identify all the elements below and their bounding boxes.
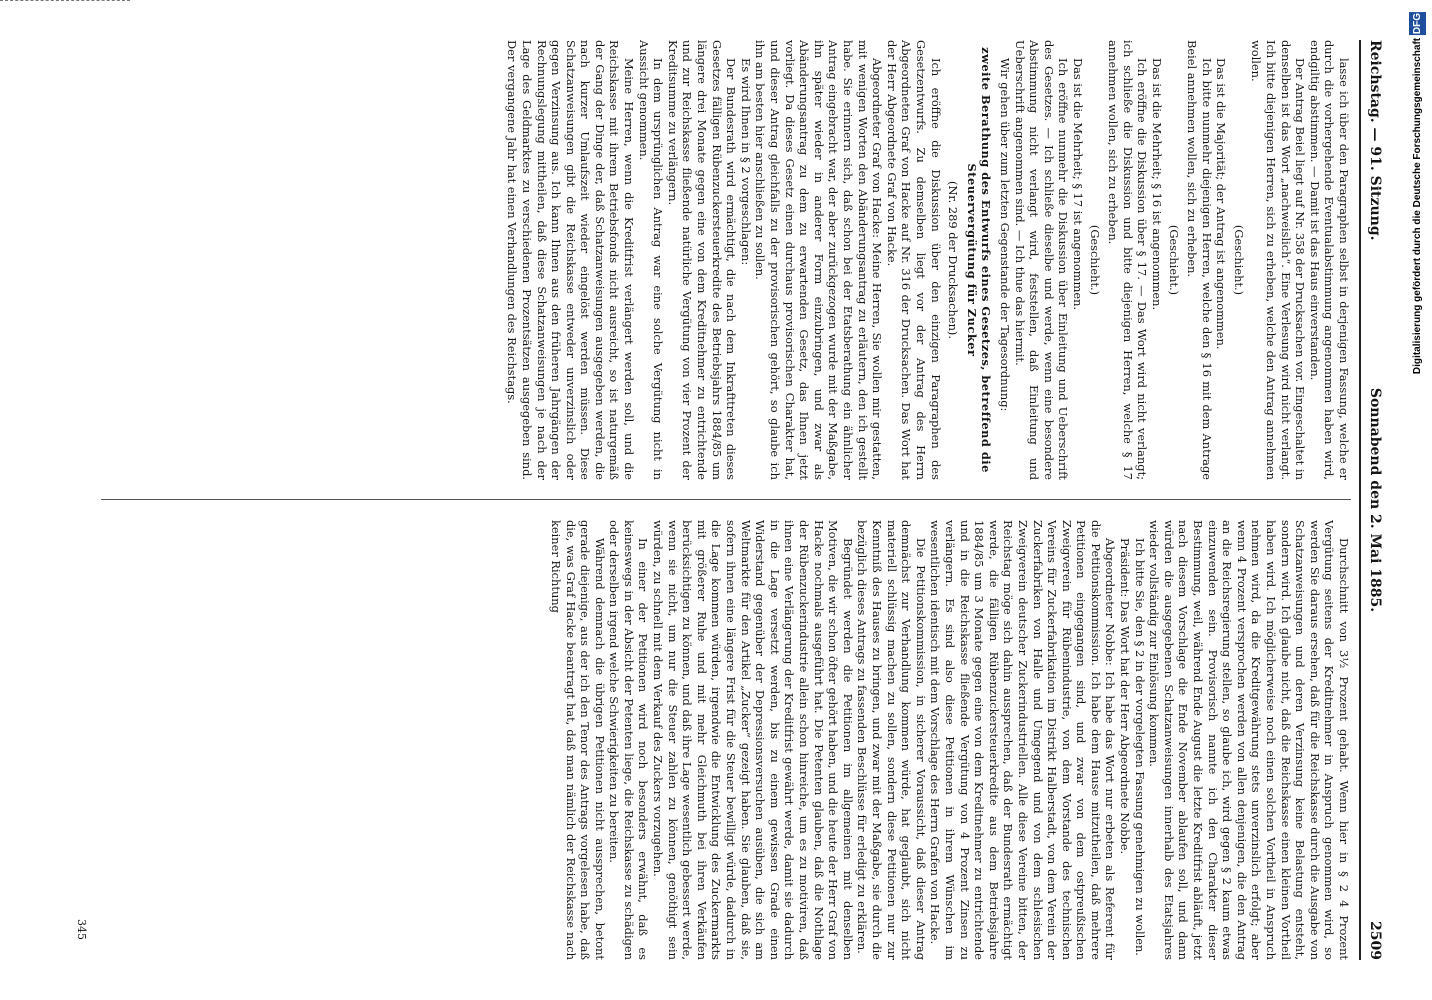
paragraph: Durchschnitt von 3½ Prozent gehabt. Wenn hier in § 2 4 Prozent Vergütung seitens der Kreditnehmer in Anspruch genommen wird, so werden Sie daraus ersehen, daß für die Reichskasse durch die Ausgabe von Schatzanweisungen und deren Verzinsung keine Belastung entsteht, sondern wird. Ich glaube nicht, daß die Reichskasse einen kleinen Vortheil haben wird. Ich möglicherweise noch einen solchen Vortheil in Anspruch nehmen wird, da die Kreditgewährung stets unverzinslich erfolgt; aber wenn 4 Prozent versprochen werden von allen denjenigen, die den Antrag an die Reichsregierung stellen, so glaube ich, wird gegen § 2 kaum etwas einzuwenden sein. Provisorisch nannte ich den Charakter dieser Bestimmung, weil, während Ende August die letzte Kreditfrist abläuft, jetzt nach diesem Vorschlage die Ende November ablaufen soll, und dann würden die ausgegebenen Schatzanweisungen innerhalb des Etatsjahres wieder vollständig zur Einlösung kommen. <box>1147 520 1351 960</box>
header-rule <box>1359 40 1361 960</box>
scan-edge-mark <box>0 0 130 2</box>
paragraph: Der Bundesrath wird ermächtigt, die nach dem Inkrafttreten dieses Gesetzes fälligen Rübenzuckersteuerkredite des Betriebsjahrs 1884/85 um längere drei Monate gegen eine von dem Kreditnehmer zu entrichtende und zur Reichskasse fließende natürliche Vergütung von vier Prozent der Kreditsumme zu verlängern. <box>665 40 739 480</box>
right-column <box>81 520 1351 960</box>
paragraph: Das ist die Mehrheit; § 16 ist angenommen. <box>1149 58 1164 311</box>
dfg-credit-text: Digitalisierung gefördert durch die Deutsche Forschungsgemeinschaft <box>1411 37 1423 375</box>
paragraph: Das ist die Mehrheit; § 17 ist angenommen. <box>1070 58 1085 311</box>
paragraph: Begründet werden die Petitionen im allgemeinen mit denselben Motiven, die wir schon öfter gehört haben, und die heute der Herr Graf von Hacke nochmals ausgeführt hat. Die Petenten glauben, daß die Nothlage der Rübenzuckerindustrie allein schon hinreiche, um es zu motiviren, daß ihnen eine Verlängerung der Kreditfrist gewährt werde, damit sie dadurch in die Lage versetzt werden, bis zu einem gewissen Grade einen Widerstand gegenüber der Depressionsversuchen ausüben, die sich am Weltmarkte für den Artikel „Zucker“ gezeigt haben. Sie glauben, daß sie, sofern ihnen eine längere Frist für die Steuer bewilligt würde, dadurch in die Lage kommen würden, irgendwie die Entwicklung des Zuckermarkts mit größerer Ruhe und mit mehr Gleichmuth bei ihren Verkäufen berücksichtigen zu können, und daß ihre Lage wesentlich gebessert werde, wenn sie nicht, um nur die Steuer zahlen zu können, genöthigt sein würden, zu schnell mit dem Verkauf des Zuckers vorzugehen. <box>651 520 855 960</box>
left-column <box>81 40 1351 480</box>
paragraph: Ich bitte nunmehr diejenigen Herren, welche den § 16 mit dem Antrage Beiel annehmen wollen, sich zu erheben. <box>1185 40 1214 480</box>
paragraph: Ich eröffne nunmehr die Diskussion über Einleitung und Ueberschrift des Gesetzes. — Ich schließe dieselbe und werde, wenn eine besondere Abstimmung nicht verlangt wird, feststellen, daß Einleitung und Ueberschrift angenommen sind. — Ich thue das hiermit. <box>1012 40 1071 480</box>
page-number: 2509 <box>1367 921 1383 960</box>
dfg-credit <box>1406 12 1428 987</box>
document-page <box>41 20 1391 980</box>
stage-direction: (Nr. 289 der Drucksachen). <box>946 181 961 339</box>
stage-direction: (Geschieht.) <box>1167 224 1182 296</box>
header-left: Reichstag. — 91. Sitzung. <box>1367 40 1383 241</box>
paragraph: Abgeordneter Nobbe: Ich habe das Wort nur erbeten als Referent für die Petitionskommission. Ich habe dem Hause mitzutheilen, daß mehrere Petitionen eingegangen sind, und zwar von dem ostpreußischen Zweigverein für Rübenindustrie, von dem Vorstande des technischen Vereins für Zuckerfabrikation im Distrikt Halberstadt, von dem Verein der Zuckerfabriken von Halle und Umgegend und von dem schlesischen Zweigverein deutscher Zuckerindustriellen. Alle diese Vereine bitten, der Reichstag möge sich dahin aussprechen, daß der Bundesrath ermächtigt werde, die fälligen Rübenzuckersteuerkredite aus dem Betriebsjahre 1884/85 um 3 Monate gegen eine von dem Kreditnehmer zu entrichtende und in die Reichskasse fließende Vergütung von 4 Prozent Zinsen zu verlängern. Es sind also diese Petitionen in ihrem Wünschen im wesentlichen identisch mit dem Vorschlage des Herrn Grafen von Hacke. <box>928 520 1118 960</box>
page-header <box>1361 40 1383 960</box>
section-heading: zweite Berathung des Entwurfs eines Gesetzes, betreffend die Steuervergütung für Zucker <box>964 47 994 473</box>
header-center: Sonnabend den 2. Mai 1885. <box>1367 387 1383 613</box>
stage-direction: (Geschieht.) <box>1231 224 1246 296</box>
paragraph: Ich eröffne die Diskussion über den einzigen Paragraphen des Gesetzentwurfs. Zu demselben liegt vor der Antrag des Herrn Abgeordneten Graf von Hacke auf Nr. 316 der Drucksachen. Das Wort hat der Herr Abgeordnete Graf von Hacke. <box>884 40 943 480</box>
paragraph: Das ist die Majorität; der Antrag ist angenommen. <box>1214 58 1229 350</box>
stage-direction: (Geschieht.) <box>1088 224 1103 296</box>
paragraph: Präsident: Das Wort hat der Herr Abgeordnete Nobbe. <box>1118 538 1133 855</box>
paragraph: lasse ich über den Paragraphen selbst in derjenigen Fassung, welche er durch die vorhergehende Eventualabstimmung angenommen haben wird, endgiltig abstimmen. — Damit ist das Haus einverstanden. <box>1307 40 1351 480</box>
bottom-marker: 345 <box>75 919 88 940</box>
column-divider <box>101 499 1351 500</box>
paragraph: Abgeordneter Graf von Hacke: Meine Herren, Sie wollen mir gestatten, mit wenigen Worten den Abänderungsantrag zu erläutern, den ich gestellt habe. Sie erinnern sich, daß schon bei der Etatsberathung ein ähnlicher Antrag eingebracht war, der aber zurückgezogen wurde mit der Maßgabe, ihn später wieder in anderer Form einzubringen, und zwar als Abänderungsantrag zu dem zu erwartenden Gesetz, das Ihnen jetzt vorliegt. Da dieses Gesetz einen durchaus provisorischen Charakter hat, und dieser Antrag gleichfalls zu der provisorischen gehört, so glaube ich ihn am besten hier anschließen zu sollen. <box>753 40 885 480</box>
paragraph: In dem ursprünglichen Antrag war eine solche Vergütung nicht in Aussicht genommen. <box>636 40 666 480</box>
paragraph: Es wird Ihnen in § 2 vorgeschlagen: <box>738 58 753 266</box>
paragraph: Wir gehen über zum letzten Gegenstande der Tagesordnung: <box>997 58 1012 412</box>
paragraph: Die Petitionskommission, in sicherer Voraussicht, daß dieser Antrag demnächst zur Verhandlung kommen würde, hat geglaubt, sich nicht materiell schlüssig machen zu sollen, sondern diese Petitionen nur zur Kenntniß des Hauses zu bringen, und zwar mit der Maßgabe, sie durch die bezüglich dieses Antrags zu fassenden Beschlüsse für erledigt zu erklären. <box>855 520 928 960</box>
paragraph: Während demnach die übrigen Petitionen nicht aussprechen, betont gerade diejenige, aus der ich den Tenor des Antrags vorgelesen habe, daß die, was Graf Hacke beantragt hat, daß man nämlich der Reichskasse nach keiner Richtung <box>548 520 607 960</box>
dfg-logo: DFG <box>1409 12 1426 35</box>
paragraph: Ich eröffne die Diskussion über § 17. — Das Wort wird nicht verlangt; ich schließe die Diskussion und bitte diejenigen Herren, welche § 17 annehmen wollen, sich zu erheben. <box>1106 40 1150 480</box>
paragraph: Meine Herren, wenn die Kreditfrist verlängert werden soll, und die Reichskasse mit ihrem Betriebsfonds nicht ausreicht, so ist naturgemäß der Gang der Dinge der, daß Schatzanweisungen ausgegeben werden, die nach kurzer Umlaufszeit wieder eingelöst werden müssen. Diese Schatzanweisungen gibt die Reichskasse entweder unverzinslich oder gegen Verzinsung aus. Ich kann Ihnen aus den früheren Jahrgängen der Rechnungslegung mittheilen, daß diese Schatzanweisungen je nach der Lage des Geldmarktes zu verschiedenen Prozentsätzen ausgegeben sind. Der vergangene Jahr hat einen Verhandlungen des Reichstags. <box>505 40 637 480</box>
paragraph: In einer der Petitionen wird noch besonders erwähnt, daß es keineswegs in der Absicht der Petenten liege, die Reichskasse zu schädigen oder derselben irgend welche Schwierigkeiten zu bereiten. <box>607 520 651 960</box>
paragraph: Ich bitte Sie, den § 2 in der vorgelegten Fassung genehmigen zu wollen. <box>1132 538 1147 956</box>
paragraph: Der Antrag Beiel liegt auf Nr. 358 der Drucksachen vor. Eingeschaltet in denselben ist das Wort „nachweislich“. Eine Verlesung wird nicht verlangt. Ich bitte diejenigen Herren, sich zu erheben, welche den Antrag annehmen wollen. <box>1249 40 1308 480</box>
